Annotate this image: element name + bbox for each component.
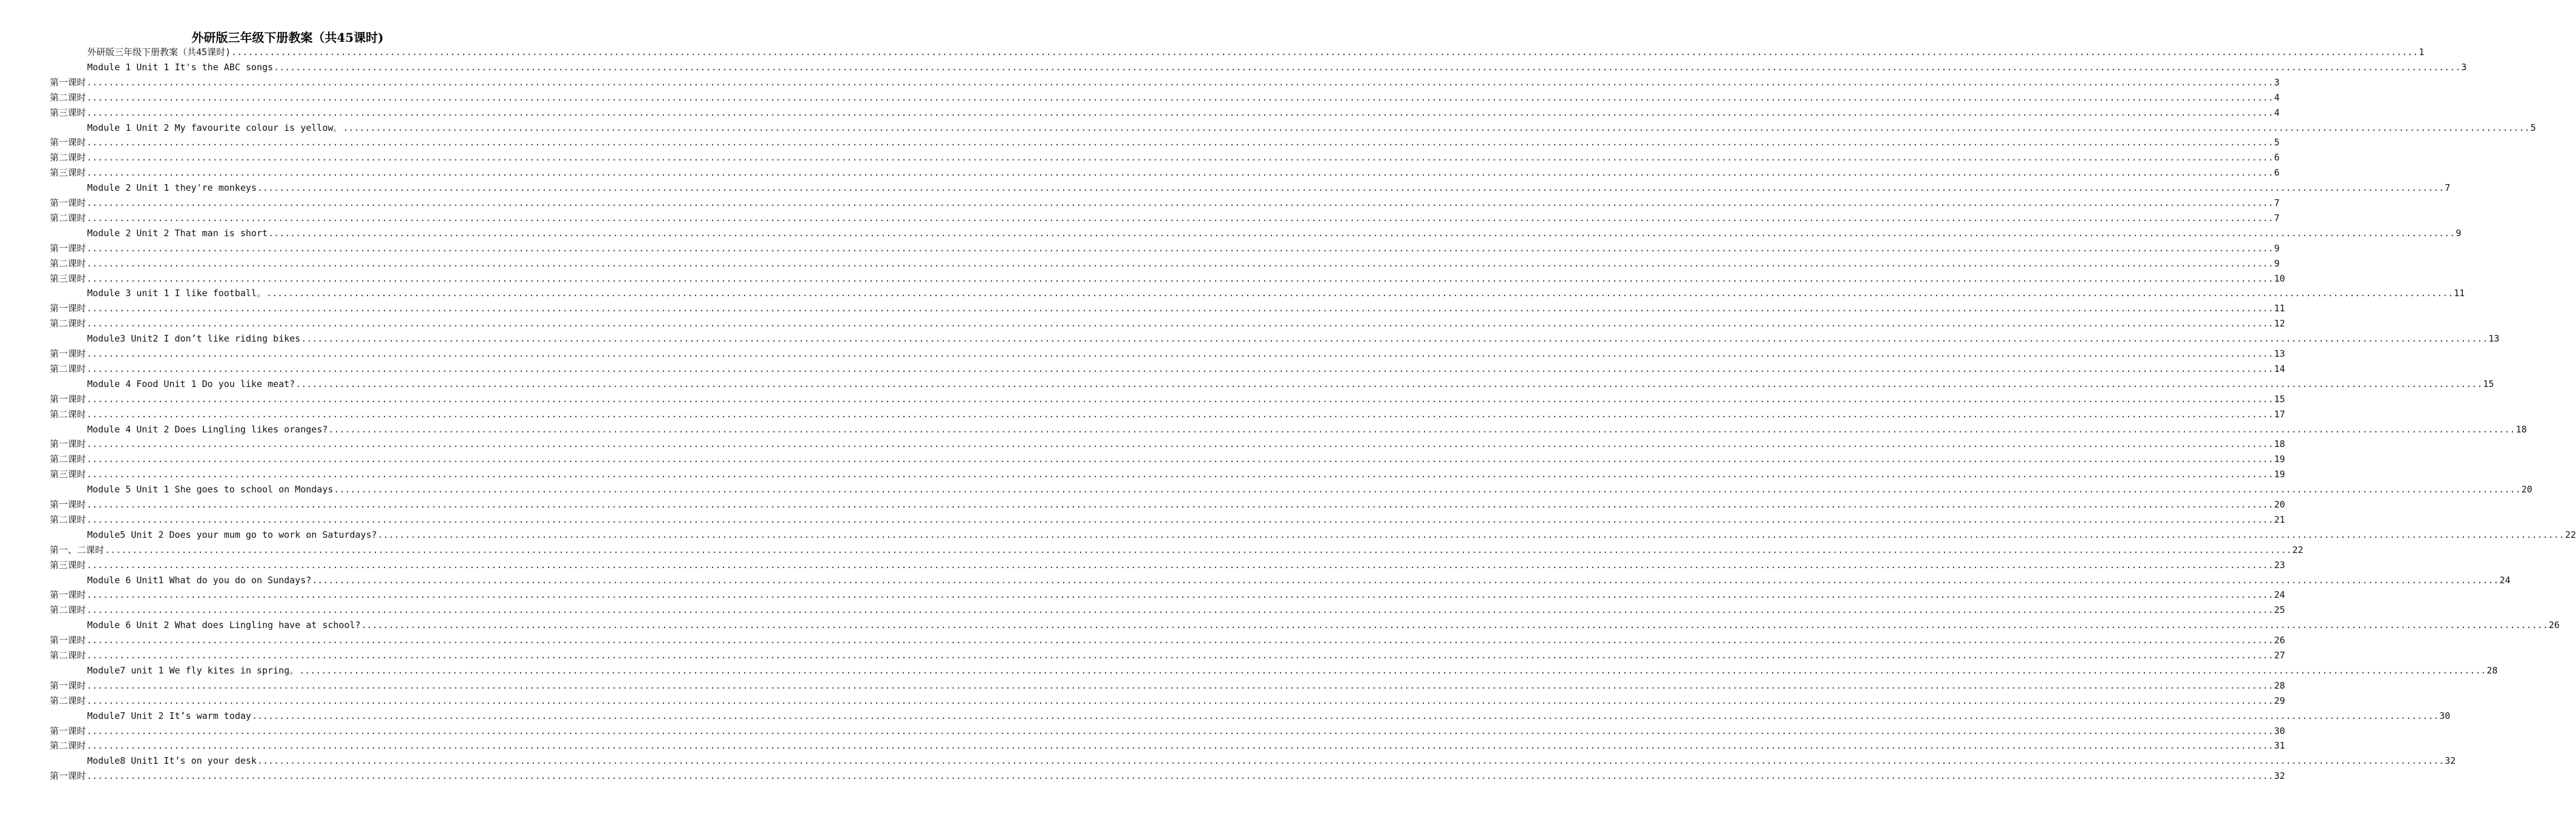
toc-lesson-entry[interactable]: [50, 769, 2285, 784]
toc-module-entry[interactable]: [87, 45, 2425, 60]
dot-leader: ................................................................................................................................................................................................................................................................................................................................................................................................................: [87, 197, 2274, 208]
toc-page-number: 22: [2564, 529, 2576, 540]
toc-page-number: 4: [2274, 107, 2280, 118]
toc-entry-label: 第二课时: [50, 740, 87, 752]
toc-lesson-entry[interactable]: [50, 392, 2285, 407]
dot-leader: ................................................................................................................................................................................................................................................................................................................................................................................................................: [87, 680, 2274, 691]
dot-leader: ................................................................................................................................................................................................................................................................................................................................................................................................................: [87, 438, 2274, 450]
toc-module-entry[interactable]: [87, 180, 2451, 196]
toc-lesson-entry[interactable]: [50, 301, 2285, 316]
toc-entry-label: 第一课时: [50, 242, 87, 254]
toc-lesson-entry[interactable]: [50, 633, 2285, 648]
toc-entry-label: 第一、二课时: [50, 544, 105, 555]
toc-lesson-entry[interactable]: [50, 165, 2280, 180]
toc-page-number: 28: [2486, 664, 2498, 676]
toc-page-number: 7: [2445, 182, 2451, 194]
toc-page-number: 9: [2456, 227, 2462, 239]
toc-page-number: 29: [2274, 695, 2285, 706]
dot-leader: ................................................................................................................................................................................................................................................................................................................................................................................................................: [251, 710, 2439, 721]
toc-lesson-entry[interactable]: [50, 512, 2285, 528]
toc-module-entry[interactable]: [87, 377, 2494, 392]
toc-lesson-entry[interactable]: [50, 271, 2285, 286]
toc-entry-label: 第二课时: [50, 91, 87, 103]
dot-leader: ................................................................................................................................................................................................................................................................................................................................................................................................................: [87, 212, 2274, 223]
dot-leader: ................................................................................................................................................................................................................................................................................................................................................................................................................: [268, 227, 2456, 239]
dot-leader: ................................................................................................................................................................................................................................................................................................................................................................................................................: [87, 257, 2274, 269]
toc-entry-label: Module5 Unit 2 Does your mum go to work on Saturdays?: [87, 529, 377, 540]
dot-leader: ................................................................................................................................................................................................................................................................................................................................................................................................................: [87, 393, 2274, 405]
dot-leader: ................................................................................................................................................................................................................................................................................................................................................................................................................: [87, 454, 2274, 465]
toc-page-number: 3: [2274, 76, 2280, 88]
toc-entry-label: Module 6 Unit 2 What does Lingling have at school?: [87, 620, 361, 631]
toc-lesson-entry[interactable]: [50, 452, 2285, 467]
dot-leader: ................................................................................................................................................................................................................................................................................................................................................................................................................: [343, 122, 2530, 133]
dot-leader: ................................................................................................................................................................................................................................................................................................................................................................................................................: [87, 589, 2274, 601]
dot-leader: ................................................................................................................................................................................................................................................................................................................................................................................................................: [87, 514, 2274, 525]
toc-lesson-entry[interactable]: [50, 678, 2285, 693]
toc-page-number: 20: [2274, 499, 2285, 510]
toc-module-entry[interactable]: [87, 121, 2536, 136]
toc-lesson-entry[interactable]: [50, 558, 2285, 573]
toc-page-number: 32: [2274, 770, 2285, 782]
toc-lesson-entry[interactable]: [50, 196, 2280, 211]
toc-entry-label: Module7 Unit 2 It’s warm today: [87, 710, 251, 721]
dot-leader: ................................................................................................................................................................................................................................................................................................................................................................................................................: [87, 76, 2274, 88]
toc-entry-label: 第三课时: [50, 469, 87, 480]
toc-module-entry[interactable]: [87, 528, 2576, 543]
toc-page-number: 30: [2439, 710, 2451, 721]
toc-page-number: 17: [2274, 408, 2285, 420]
dot-leader: ................................................................................................................................................................................................................................................................................................................................................................................................................: [87, 152, 2274, 164]
toc-page-number: 3: [2461, 61, 2467, 73]
toc-entry-label: Module 4 Food Unit 1 Do you like meat?: [87, 378, 295, 389]
toc-entry-label: Module 2 Unit 2 That man is short: [87, 227, 268, 239]
toc-page-number: 11: [2274, 303, 2285, 314]
dot-leader: ................................................................................................................................................................................................................................................................................................................................................................................................................: [87, 242, 2274, 254]
toc-entry-label: 第一课时: [50, 438, 87, 450]
dot-leader: ................................................................................................................................................................................................................................................................................................................................................................................................................: [87, 363, 2274, 374]
toc-lesson-entry[interactable]: [50, 693, 2285, 709]
toc-module-entry[interactable]: [87, 286, 2465, 301]
toc-entry-label: 第一课时: [50, 680, 87, 691]
toc-lesson-entry[interactable]: [50, 75, 2280, 90]
toc-page-number: 6: [2274, 152, 2280, 164]
dot-leader: ................................................................................................................................................................................................................................................................................................................................................................................................................: [87, 91, 2274, 103]
toc-entry-label: Module8 Unit1 It’s on your desk: [87, 755, 257, 767]
toc-entry-label: 第一课时: [50, 76, 87, 88]
toc-page-number: 15: [2274, 393, 2285, 405]
toc-entry-label: 第二课时: [50, 408, 87, 420]
dot-leader: ................................................................................................................................................................................................................................................................................................................................................................................................................: [87, 695, 2274, 706]
toc-lesson-entry[interactable]: [50, 346, 2285, 362]
toc-lesson-entry[interactable]: [50, 256, 2280, 271]
toc-entry-label: 第一课时: [50, 348, 87, 359]
toc-lesson-entry[interactable]: [50, 437, 2285, 452]
toc-entry-label: 第一课时: [50, 725, 87, 736]
dot-leader: ................................................................................................................................................................................................................................................................................................................................................................................................................: [312, 574, 2499, 586]
toc-module-entry[interactable]: [87, 663, 2498, 678]
toc-entry-label: 第三课时: [50, 559, 87, 571]
toc-entry-label: 第三课时: [50, 167, 87, 179]
toc-module-entry[interactable]: [87, 60, 2467, 75]
toc-page-number: 9: [2274, 257, 2280, 269]
toc-entry-label: Module 6 Unit1 What do you do on Sundays?: [87, 574, 312, 586]
toc-lesson-entry[interactable]: [50, 603, 2285, 618]
toc-entry-label: 第二课时: [50, 650, 87, 661]
toc-lesson-entry[interactable]: [50, 90, 2280, 105]
toc-page-number: 6: [2274, 167, 2280, 179]
toc-page-number: 19: [2274, 454, 2285, 465]
toc-entry-label: Module 1 Unit 2 My favourite colour is yellow。: [87, 122, 343, 133]
dot-leader: ................................................................................................................................................................................................................................................................................................................................................................................................................: [334, 484, 2521, 495]
toc-page-number: 26: [2548, 620, 2560, 631]
toc-lesson-entry[interactable]: [50, 648, 2285, 663]
toc-entry-label: Module 2 Unit 1 they're monkeys: [87, 182, 257, 194]
toc-lesson-entry[interactable]: [50, 738, 2285, 753]
toc-page-number: 5: [2530, 122, 2536, 133]
toc-module-entry[interactable]: [87, 422, 2527, 437]
toc-page-number: 21: [2274, 514, 2285, 525]
page-title: 外研版三年级下册教案（共45课时): [191, 30, 384, 45]
toc-page-number: 24: [2274, 589, 2285, 601]
toc-page-number: 20: [2521, 484, 2532, 495]
dot-leader: ................................................................................................................................................................................................................................................................................................................................................................................................................: [87, 167, 2274, 179]
toc-module-entry[interactable]: [87, 482, 2532, 497]
dot-leader: ................................................................................................................................................................................................................................................................................................................................................................................................................: [87, 770, 2274, 782]
toc-page-number: 24: [2499, 574, 2511, 586]
toc-module-entry[interactable]: [87, 226, 2462, 241]
toc-entry-label: 第二课时: [50, 604, 87, 616]
dot-leader: ................................................................................................................................................................................................................................................................................................................................................................................................................: [274, 61, 2461, 73]
toc-entry-label: 第二课时: [50, 514, 87, 525]
dot-leader: ................................................................................................................................................................................................................................................................................................................................................................................................................: [266, 288, 2454, 299]
dot-leader: ................................................................................................................................................................................................................................................................................................................................................................................................................: [231, 47, 2419, 58]
toc-entry-label: Module7 unit 1 We fly kites in spring。: [87, 664, 299, 676]
toc-lesson-entry[interactable]: [50, 211, 2280, 226]
toc-entry-label: Module3 Unit2 I don’t like riding bikes: [87, 333, 301, 345]
toc-page-number: 13: [2488, 333, 2500, 345]
toc-module-entry[interactable]: [87, 573, 2511, 588]
dot-leader: ................................................................................................................................................................................................................................................................................................................................................................................................................: [361, 620, 2548, 631]
toc-entry-label: Module 4 Unit 2 Does Lingling likes oranges?: [87, 423, 328, 435]
toc-page-number: 11: [2454, 288, 2465, 299]
toc-page-number: 15: [2483, 378, 2494, 389]
dot-leader: ................................................................................................................................................................................................................................................................................................................................................................................................................: [257, 182, 2445, 194]
toc-page-number: 18: [2515, 423, 2527, 435]
toc-entry-label: 第二课时: [50, 454, 87, 465]
toc-page-number: 10: [2274, 273, 2285, 284]
toc-entry-label: 第一课时: [50, 635, 87, 646]
toc-lesson-entry[interactable]: [50, 135, 2280, 150]
toc-page-number: 5: [2274, 137, 2280, 148]
toc-entry-label: 第一课时: [50, 770, 87, 782]
toc-page-number: 4: [2274, 91, 2280, 103]
toc-entry-label: 第一课时: [50, 589, 87, 601]
dot-leader: ................................................................................................................................................................................................................................................................................................................................................................................................................: [87, 137, 2274, 148]
toc-page-number: 18: [2274, 438, 2285, 450]
dot-leader: ................................................................................................................................................................................................................................................................................................................................................................................................................: [87, 348, 2274, 359]
toc-page-number: 32: [2445, 755, 2456, 767]
toc-entry-label: 第一课时: [50, 303, 87, 314]
toc-entry-label: Module 3 unit 1 I like football。: [87, 288, 266, 299]
toc-entry-label: 第三课时: [50, 273, 87, 284]
dot-leader: ................................................................................................................................................................................................................................................................................................................................................................................................................: [87, 107, 2274, 118]
toc-page-number: 31: [2274, 740, 2285, 752]
toc-lesson-entry[interactable]: [50, 724, 2285, 739]
toc-module-entry[interactable]: [87, 753, 2456, 769]
dot-leader: ................................................................................................................................................................................................................................................................................................................................................................................................................: [87, 559, 2274, 571]
toc-page-number: 13: [2274, 348, 2285, 359]
toc-page-number: 9: [2274, 242, 2280, 254]
toc-entry-label: 第二课时: [50, 363, 87, 374]
toc-page-number: 14: [2274, 363, 2285, 374]
toc-page-number: 28: [2274, 680, 2285, 691]
toc-entry-label: 第一课时: [50, 137, 87, 148]
toc-lesson-entry[interactable]: [50, 407, 2285, 422]
toc-lesson-entry[interactable]: [50, 467, 2285, 482]
toc-entry-label: 第三课时: [50, 107, 87, 118]
toc-page-number: 26: [2274, 635, 2285, 646]
toc-entry-label: 外研版三年级下册教案（共45课时): [87, 47, 231, 58]
toc-lesson-entry[interactable]: [50, 241, 2280, 256]
toc-page-number: 27: [2274, 650, 2285, 661]
dot-leader: ................................................................................................................................................................................................................................................................................................................................................................................................................: [87, 740, 2274, 752]
dot-leader: ................................................................................................................................................................................................................................................................................................................................................................................................................: [299, 664, 2486, 676]
toc-page-number: 1: [2419, 47, 2425, 58]
toc-module-entry[interactable]: [87, 331, 2500, 346]
dot-leader: ................................................................................................................................................................................................................................................................................................................................................................................................................: [87, 273, 2274, 284]
toc-entry-label: 第二课时: [50, 318, 87, 329]
toc-lesson-entry[interactable]: [50, 587, 2285, 603]
dot-leader: ................................................................................................................................................................................................................................................................................................................................................................................................................: [87, 318, 2274, 329]
dot-leader: ................................................................................................................................................................................................................................................................................................................................................................................................................: [87, 725, 2274, 736]
toc-page-number: 19: [2274, 469, 2285, 480]
toc-lesson-entry[interactable]: [50, 150, 2280, 165]
dot-leader: ................................................................................................................................................................................................................................................................................................................................................................................................................: [105, 544, 2292, 555]
dot-leader: ................................................................................................................................................................................................................................................................................................................................................................................................................: [87, 303, 2274, 314]
toc-page-number: 7: [2274, 212, 2280, 223]
toc-module-entry[interactable]: [87, 709, 2451, 724]
toc-page-number: 7: [2274, 197, 2280, 208]
dot-leader: ................................................................................................................................................................................................................................................................................................................................................................................................................: [87, 650, 2274, 661]
toc-lesson-entry[interactable]: [50, 362, 2285, 377]
toc-page-number: 12: [2274, 318, 2285, 329]
dot-leader: ................................................................................................................................................................................................................................................................................................................................................................................................................: [295, 378, 2483, 389]
toc-entry-label: 第二课时: [50, 152, 87, 164]
toc-lesson-entry[interactable]: [50, 497, 2285, 512]
toc-page-number: 25: [2274, 604, 2285, 616]
toc-entry-label: Module 5 Unit 1 She goes to school on Mondays: [87, 484, 334, 495]
toc-entry-label: 第一课时: [50, 393, 87, 405]
toc-page-number: 22: [2292, 544, 2304, 555]
dot-leader: ................................................................................................................................................................................................................................................................................................................................................................................................................: [87, 469, 2274, 480]
dot-leader: ................................................................................................................................................................................................................................................................................................................................................................................................................: [87, 499, 2274, 510]
toc-entry-label: Module 1 Unit 1 It's the ABC songs: [87, 61, 274, 73]
dot-leader: ................................................................................................................................................................................................................................................................................................................................................................................................................: [87, 635, 2274, 646]
toc-entry-label: 第一课时: [50, 197, 87, 208]
toc-page-number: 30: [2274, 725, 2285, 736]
toc-entry-label: 第二课时: [50, 695, 87, 706]
dot-leader: ................................................................................................................................................................................................................................................................................................................................................................................................................: [377, 529, 2564, 540]
toc-lesson-entry[interactable]: [50, 316, 2285, 331]
toc-entry-label: 第二课时: [50, 257, 87, 269]
toc-lesson-entry[interactable]: [50, 105, 2280, 121]
toc-entry-label: 第一课时: [50, 499, 87, 510]
dot-leader: ................................................................................................................................................................................................................................................................................................................................................................................................................: [87, 408, 2274, 420]
toc-entry-label: 第二课时: [50, 212, 87, 223]
dot-leader: ................................................................................................................................................................................................................................................................................................................................................................................................................: [328, 423, 2515, 435]
dot-leader: ................................................................................................................................................................................................................................................................................................................................................................................................................: [301, 333, 2488, 345]
dot-leader: ................................................................................................................................................................................................................................................................................................................................................................................................................: [257, 755, 2445, 767]
toc-module-entry[interactable]: [87, 618, 2560, 633]
toc-page-number: 23: [2274, 559, 2285, 571]
dot-leader: ................................................................................................................................................................................................................................................................................................................................................................................................................: [87, 604, 2274, 616]
toc-lesson-entry[interactable]: [50, 543, 2304, 558]
